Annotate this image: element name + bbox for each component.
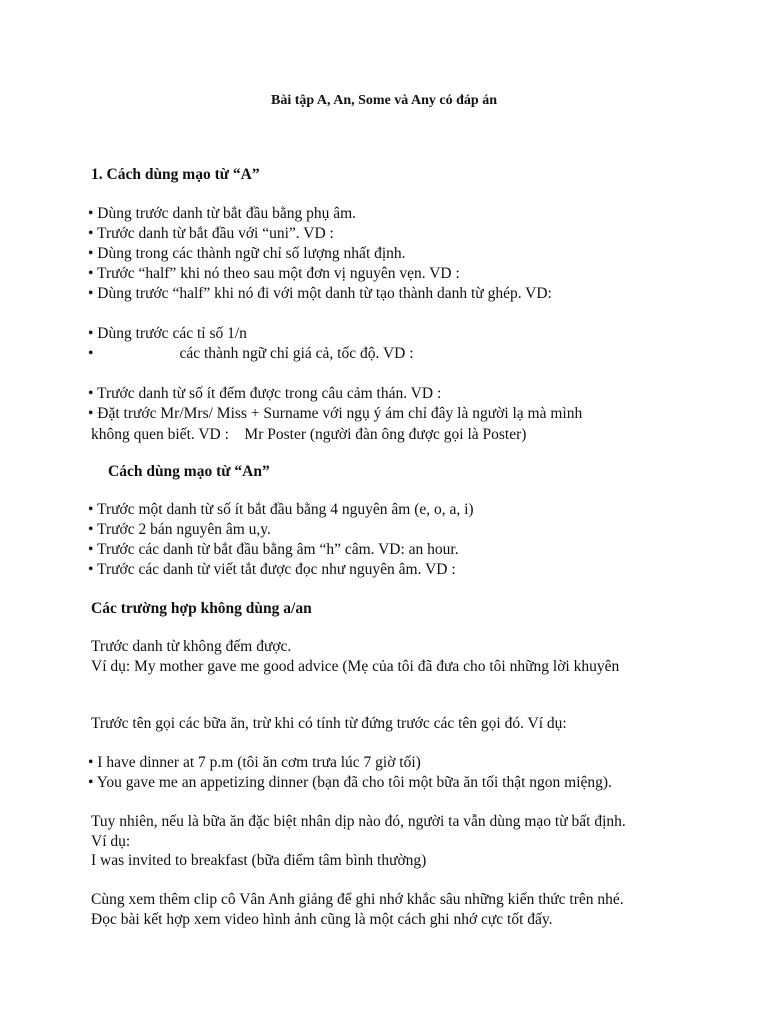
paragraph-uncountable: Trước danh từ không đếm được. [91,638,292,655]
bullet-an-1: • Trước một danh từ số ít bắt đầu bằng 4 nguyên âm (e, o, a, i) [88,501,474,518]
bullet-an-4: • Trước các danh từ viết tắt được đọc như nguyên âm. VD : [88,561,456,578]
paragraph-watch-clip: Cùng xem thêm clip cô Vân Anh giảng để ghi nhớ khắc sâu những kiến thức trên nhé. [91,891,624,908]
bullet-a-6: • Dùng trước các tỉ số 1/n [88,325,247,342]
bullet-a-7-text: các thành ngữ chỉ giá cả, tốc độ. VD : [179,345,414,362]
bullet-a-4: • Trước “half” khi nó theo sau một đơn vị nguyên vẹn. VD : [88,265,460,282]
document-title: Bài tập A, An, Some và Any có đáp án [271,93,497,108]
paragraph-example-label: Ví dụ: [91,833,131,850]
bullet-a-2: • Trước danh từ bắt đầu với “uni”. VD : [88,225,334,242]
paragraph-meals: Trước tên gọi các bữa ăn, trừ khi có tính từ đứng trước các tên gọi đó. Ví dụ: [91,715,567,732]
bullet-a-9-continuation: không quen biết. VD : Mr Poster (người đàn ông được gọi là Poster) [91,426,527,443]
paragraph-read-and-watch: Đọc bài kết hợp xem video hình ảnh cũng là một cách ghi nhớ cực tốt đấy. [91,911,553,928]
heading-a-usage: 1. Cách dùng mạo từ “A” [91,166,260,183]
bullet-meal-1: • I have dinner at 7 p.m (tôi ăn cơm trưa lúc 7 giờ tối) [88,754,421,771]
paragraph-uncountable-example: Ví dụ: My mother gave me good advice (Mẹ của tôi đã đưa cho tôi những lời khuyên [91,658,620,675]
bullet-a-1: • Dùng trước danh từ bắt đầu bằng phụ âm. [88,205,357,222]
paragraph-breakfast-example: I was invited to breakfast (bữa điểm tâm bình thường) [91,852,427,869]
bullet-a-5: • Dùng trước “half” khi nó đi với một danh từ tạo thành danh từ ghép. VD: [88,285,552,302]
bullet-marker: • [88,345,94,362]
bullet-a-7 [88,345,414,363]
heading-an-usage: Cách dùng mạo từ “An” [108,463,270,480]
bullet-a-9: • Đặt trước Mr/Mrs/ Miss + Surname với ngụ ý ám chỉ đây là người lạ mà mình [88,405,583,422]
bullet-a-8: • Trước danh từ số ít đếm được trong câu cảm thán. VD : [88,385,442,402]
bullet-an-2: • Trước 2 bán nguyên âm u,y. [88,521,271,538]
paragraph-special-meal: Tuy nhiên, nếu là bữa ăn đặc biệt nhân dịp nào đó, người ta vẫn dùng mạo từ bất định. [91,813,626,830]
heading-no-article: Các trường hợp không dùng a/an [91,600,312,617]
bullet-a-3: • Dùng trong các thành ngữ chỉ số lượng nhất định. [88,245,406,262]
bullet-meal-2: • You gave me an appetizing dinner (bạn đã cho tôi một bữa ăn tối thật ngon miệng). [88,774,612,791]
bullet-an-3: • Trước các danh từ bắt đầu bằng âm “h” câm. VD: an hour. [88,541,459,558]
